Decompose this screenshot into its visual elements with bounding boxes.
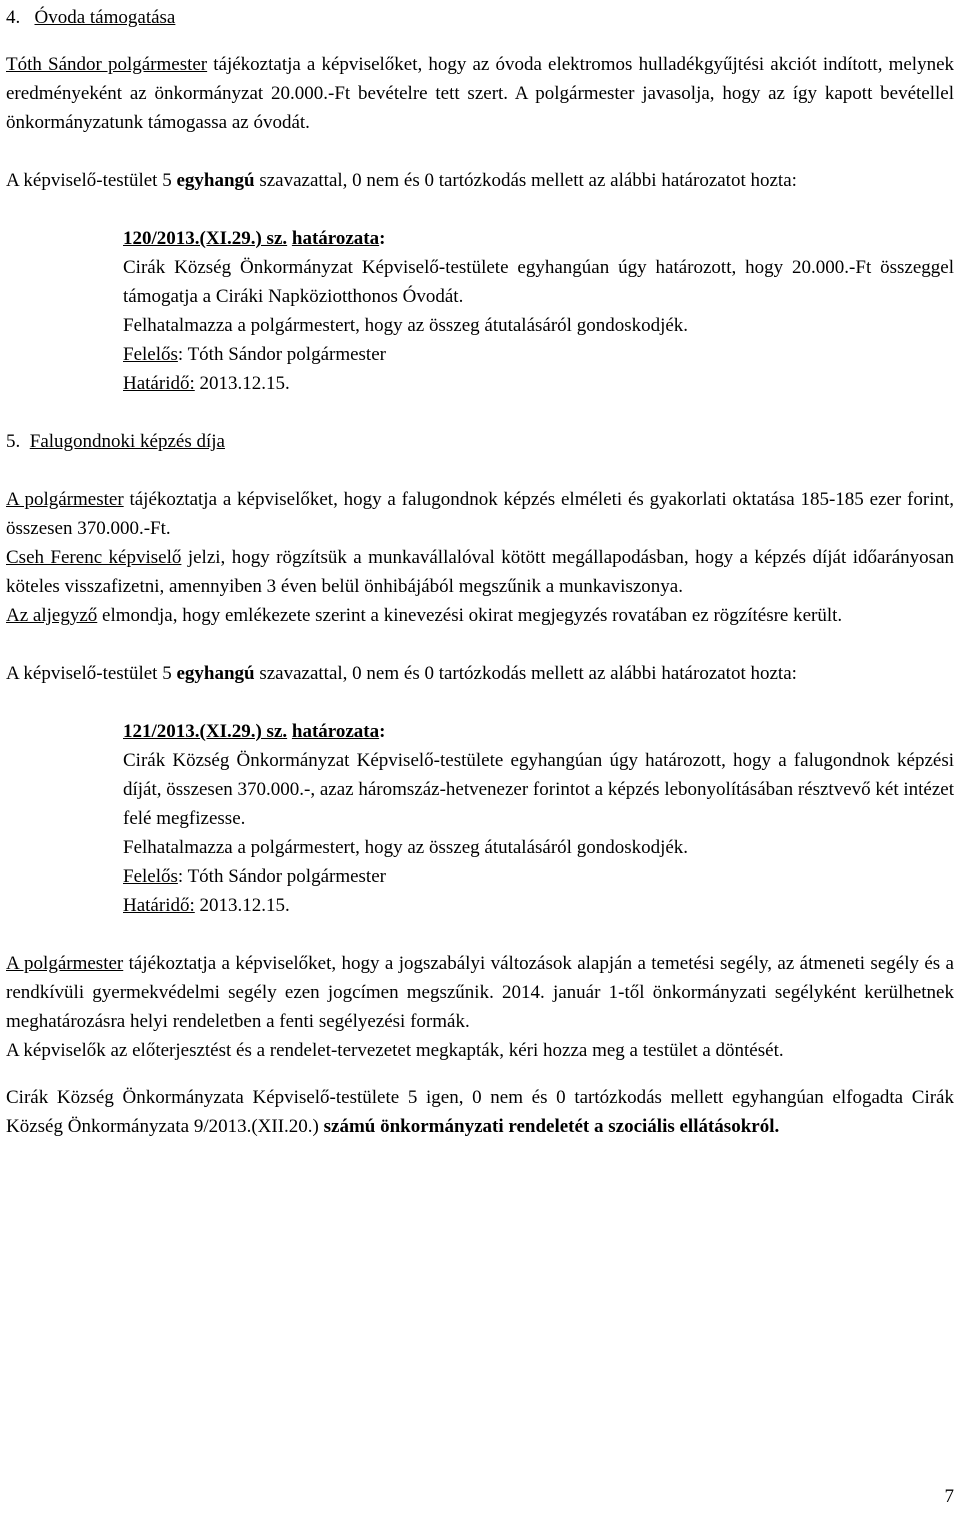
section-4-title: Óvoda támogatása	[34, 7, 176, 28]
resolution-121-deadline: Határidő: 2013.12.15.	[123, 895, 290, 916]
resolution-120-body: Cirák Község Önkormányzat Képviselő-testülete egyhangúan úgy határozott, hogy 20.000.-Ft összeggel támogatja a Ciráki Napköziotthonos Óvodát.	[123, 257, 954, 307]
page-number: 7	[944, 1486, 954, 1507]
section-4-heading	[6, 3, 954, 32]
section-4-vote: A képviselő-testület 5 egyhangú szavazattal, 0 nem és 0 tartózkodás mellett az alábbi határozatot hozta:	[6, 170, 797, 191]
resolution-120-responsible: Felelős: Tóth Sándor polgármester	[123, 344, 386, 365]
resolution-121-body: Cirák Község Önkormányzat Képviselő-testülete egyhangúan úgy határozott, hogy a falugondnok képzési díját, összesen 370.000.-, azaz háromszáz-hetvenezer forintot a képzés lebonyolításában résztvevő két intézet felé megfizesse.	[123, 750, 954, 829]
section-5-heading	[6, 427, 954, 456]
section-4-intro: Tóth Sándor polgármester tájékoztatja a képviselőket, hogy az óvoda elektromos hulladékgyűjtési akciót indított, melynek eredményeként az önkormányzat 20.000.-Ft bevételre tett szert. A polgármester javasolja, hogy az így kapott bevétellel önkormányzatunk támogassa az óvodát.	[6, 54, 954, 133]
closing-paragraph-1: A polgármester tájékoztatja a képviselőket, hogy a jogszabályi változások alapján a temetési segély, az átmeneti segély és a rendkívüli gyermekvédelmi segély ezen jogcímen megszűnik. 2014. január 1-től önkormányzati segélyként kerülhetnek meghatározásra helyi rendeletben a fenti segélyezési formák.	[6, 953, 954, 1032]
resolution-121-number: 121/2013.(XI.29.) sz. határozata:	[123, 721, 386, 742]
resolution-120-number: 120/2013.(XI.29.) sz. határozata:	[123, 228, 386, 249]
speaker-mayor: Tóth Sándor polgármester	[6, 54, 208, 75]
closing-paragraph-3: Cirák Község Önkormányzata Képviselő-testülete 5 igen, 0 nem és 0 tartózkodás mellett egyhangúan elfogadta Cirák Község Önkormányzata 9/2013.(XII.20.) számú önkormányzati rendeletét a szociális ellátásokról.	[6, 1087, 954, 1137]
section-5-title: Falugondnoki képzés díja	[29, 431, 225, 452]
section-5-paragraph-1: A polgármester tájékoztatja a képviselőket, hogy a falugondnok képzés elméleti és gyakorlati oktatása 185-185 ezer forint, összesen 370.000.-Ft.	[6, 489, 954, 539]
closing-paragraph-2: A képviselők az előterjesztést és a rendelet-tervezetet megkapták, kéri hozza meg a testület a döntését.	[6, 1040, 784, 1061]
section-5-vote: A képviselő-testület 5 egyhangú szavazattal, 0 nem és 0 tartózkodás mellett az alábbi határozatot hozta:	[6, 663, 797, 684]
resolution-120	[6, 224, 954, 398]
resolution-120-authorize: Felhatalmazza a polgármestert, hogy az összeg átutalásáról gondoskodjék.	[123, 315, 689, 336]
resolution-121	[6, 717, 954, 920]
section-5-paragraph-3: Az aljegyző elmondja, hogy emlékezete szerint a kinevezési okirat megjegyzés rovatában ez rögzítésre került.	[6, 605, 843, 626]
resolution-121-authorize: Felhatalmazza a polgármestert, hogy az összeg átutalásáról gondoskodjék.	[123, 837, 689, 858]
section-5-number: 5.	[6, 431, 21, 452]
section-4-number: 4.	[6, 7, 21, 28]
resolution-120-deadline: Határidő: 2013.12.15.	[123, 373, 290, 394]
resolution-121-responsible: Felelős: Tóth Sándor polgármester	[123, 866, 386, 887]
document-page	[6, 3, 954, 1141]
section-5-paragraph-2: Cseh Ferenc képviselő jelzi, hogy rögzítsük a munkavállalóval kötött megállapodásban, hogy a képzés díját időarányosan köteles visszafizetni, amennyiben 3 éven belül önhibájából megszűnik a munkaviszonya.	[6, 547, 955, 597]
